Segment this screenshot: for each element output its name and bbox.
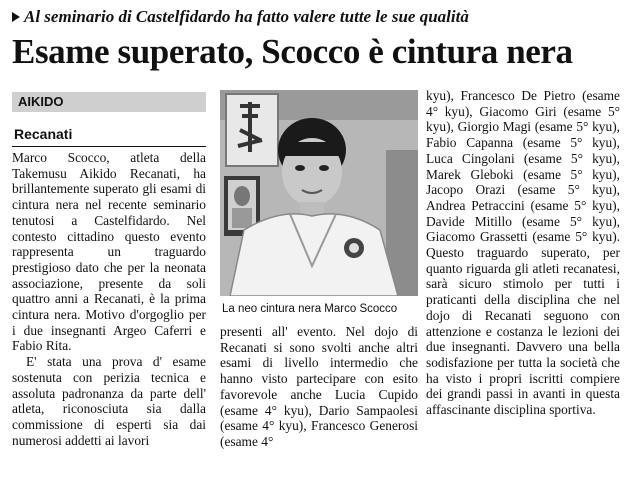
section-tag: AIKIDO: [12, 92, 206, 112]
paragraph: Marco Scocco, atleta della Takemusu Aikido Recanati, ha brillantemente superato gli esami di cintura nera nel recente seminario tenutosi a Castelfidardo. Nel contesto cittadino questo evento rappresenta un traguardo prestigioso dato che per la neonata associazione, presente da soli quattro anni a Recanati, è la prima cintura nera. Motivo d'orgoglio per i due insegnanti Argeo Caferri e Fabio Rita.: [12, 150, 206, 354]
paragraph: kyu), Francesco De Pietro (esame 4° kyu), Giacomo Giri (esame 5° kyu), Giorgio Magi (esame 5° kyu), Fabio Capanna (esame 5° kyu), Luca Cingolani (esame 5° kyu), Marek Gleboki (esame 5° kyu), Jacopo Orazi (esame 5° kyu), Andrea Petraccini (esame 5° kyu), Davide Mitillo (esame 5° kyu), Giacomo Grassetti (esame 5° kyu). Questo traguardo superato, per quanto riguarda gli atleti recanatesi, sarà sicuro stimolo per tutti i praticanti della disciplina che nel dojo di Recanati seguono con attenzione e costanza le lezioni dei due insegnanti. Davvero una bella sodisfazione per tutta la società che ha visto i propri iscritti compiere dei grandi passi in avanti in questa affascinante disciplina sportiva.: [426, 88, 620, 418]
article-column-3: [426, 88, 620, 474]
headline: Esame superato, Scocco è cintura nera: [12, 32, 573, 71]
photo-caption: La neo cintura nera Marco Scocco: [222, 303, 398, 315]
article-photo: [220, 90, 418, 296]
article-column-2: [220, 324, 418, 476]
paragraph: presenti all' evento. Nel dojo di Recanati si sono svolti anche altri esami di livello intermedio che hanno visto partecipare con esito favorevole anche Lucia Cupido (esame 4° kyu), Dario Sampaolesi (esame 4° kyu), Francesco Generosi (esame 4°: [220, 324, 418, 449]
paragraph: E' stata una prova d' esame sostenuta con perizia tecnica e assoluta padronanza da parte dell' atleta, riconosciuta sia dalla commissione di esperti sia dai numerosi addetti ai lavori: [12, 354, 206, 448]
article-column-1: [12, 150, 206, 475]
city-label: Recanati: [14, 126, 73, 142]
kicker: [12, 6, 618, 28]
divider: [12, 146, 206, 147]
triangle-bullet-icon: [12, 12, 20, 22]
photo-illustration: [220, 90, 418, 296]
kicker-text: Al seminario di Castelfidardo ha fatto valere tutte le sue qualità: [24, 7, 469, 26]
